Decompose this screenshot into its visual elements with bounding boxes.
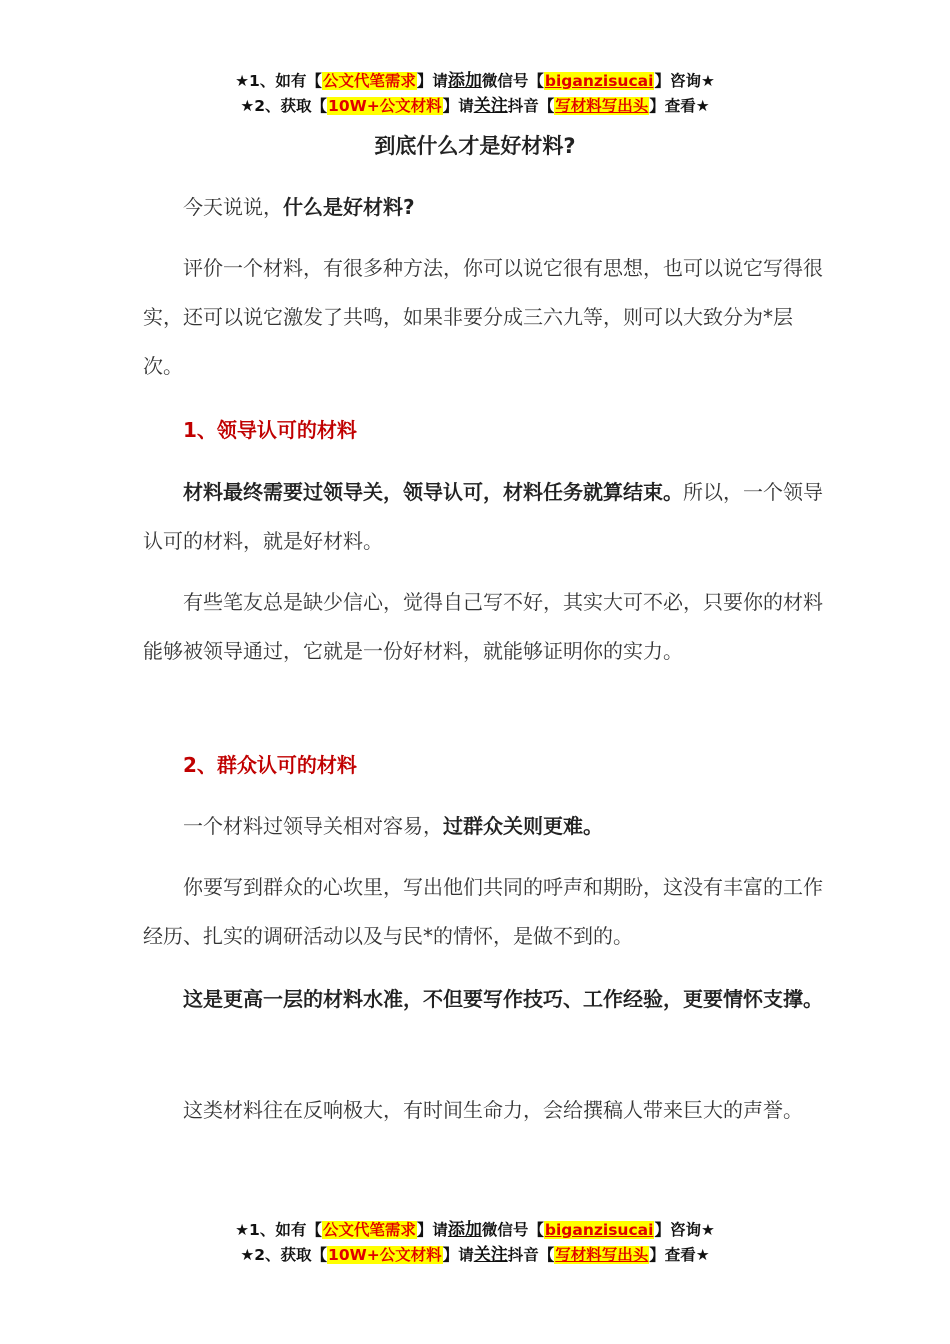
banner-text: 】请 [416, 72, 448, 90]
banner-text: ★2、获取【 [240, 1246, 328, 1264]
bottom-banner [0, 1218, 950, 1268]
banner-text: ★2、获取【 [240, 97, 328, 115]
paragraph-heart-of-people: 你要写到群众的心坎里，写出他们共同的呼声和期盼，这没有丰富的工作经历、扎实的调研活动以及与民*的情怀，是做不到的。 [143, 875, 823, 948]
section-heading-leader: 1、领导认可的材料 [183, 418, 357, 442]
banner-highlight-materials: 10W+公文材料 [328, 1246, 442, 1264]
paragraph-evaluation: 评价一个材料，有很多种方法，你可以说它很有思想，也可以说它写得很实，还可以说它激发了共鸣，如果非要分成三六九等，则可以大致分为*层次。 [143, 256, 823, 378]
banner-emphasis: 添加 [447, 1220, 482, 1240]
banner-text: 】咨询★ [654, 72, 715, 90]
banner-highlight-service: 公文代笔需求 [322, 72, 416, 90]
banner-line-1 [0, 69, 950, 94]
paragraph-leader-approval: 材料最终需要过领导关，领导认可，材料任务就算结束。所以，一个领导认可的材料，就是好材料。 [143, 480, 823, 553]
banner-text: 】请 [416, 1221, 448, 1239]
banner-highlight-materials: 10W+公文材料 [328, 97, 442, 115]
banner-line-1 [0, 1218, 950, 1243]
banner-douyin-account[interactable]: 写材料写出头 [555, 1246, 649, 1264]
banner-line-2 [0, 1243, 950, 1268]
banner-emphasis: 关注 [473, 1245, 508, 1265]
banner-wechat-id[interactable]: biganzisucai [544, 72, 654, 90]
paragraph-higher-standard: 这是更高一层的材料水准，不但要写作技巧、工作经验，更要情怀支撑。 [183, 987, 823, 1011]
banner-text: 】请 [442, 97, 474, 115]
banner-text: 抖音【 [507, 97, 555, 115]
page-title: 到底什么才是好材料? [374, 134, 576, 158]
banner-text: 】查看★ [649, 97, 710, 115]
paragraph-great-reputation: 这类材料往在反响极大，有时间生命力，会给撰稿人带来巨大的声誉。 [183, 1098, 803, 1122]
banner-highlight-service: 公文代笔需求 [322, 1221, 416, 1239]
banner-text: 微信号【 [481, 1221, 544, 1239]
top-banner [0, 69, 950, 119]
banner-text: 抖音【 [507, 1246, 555, 1264]
banner-text: 】查看★ [649, 1246, 710, 1264]
banner-emphasis: 关注 [473, 96, 508, 116]
banner-emphasis: 添加 [447, 71, 482, 91]
paragraph-public-harder: 一个材料过领导关相对容易，过群众关则更难。 [183, 814, 603, 838]
banner-line-2 [0, 94, 950, 119]
banner-text: 微信号【 [481, 72, 544, 90]
banner-douyin-account[interactable]: 写材料写出头 [555, 97, 649, 115]
banner-text: ★1、如有【 [235, 72, 322, 90]
banner-text: ★1、如有【 [235, 1221, 322, 1239]
paragraph-confidence: 有些笔友总是缺少信心，觉得自己写不好，其实大可不必，只要你的材料能够被领导通过，它就是一份好材料，就能够证明你的实力。 [143, 590, 823, 663]
banner-wechat-id[interactable]: biganzisucai [544, 1221, 654, 1239]
banner-text: 】咨询★ [654, 1221, 715, 1239]
section-heading-public: 2、群众认可的材料 [183, 753, 357, 777]
banner-text: 】请 [442, 1246, 474, 1264]
paragraph-intro: 今天说说，什么是好材料? [183, 195, 415, 219]
